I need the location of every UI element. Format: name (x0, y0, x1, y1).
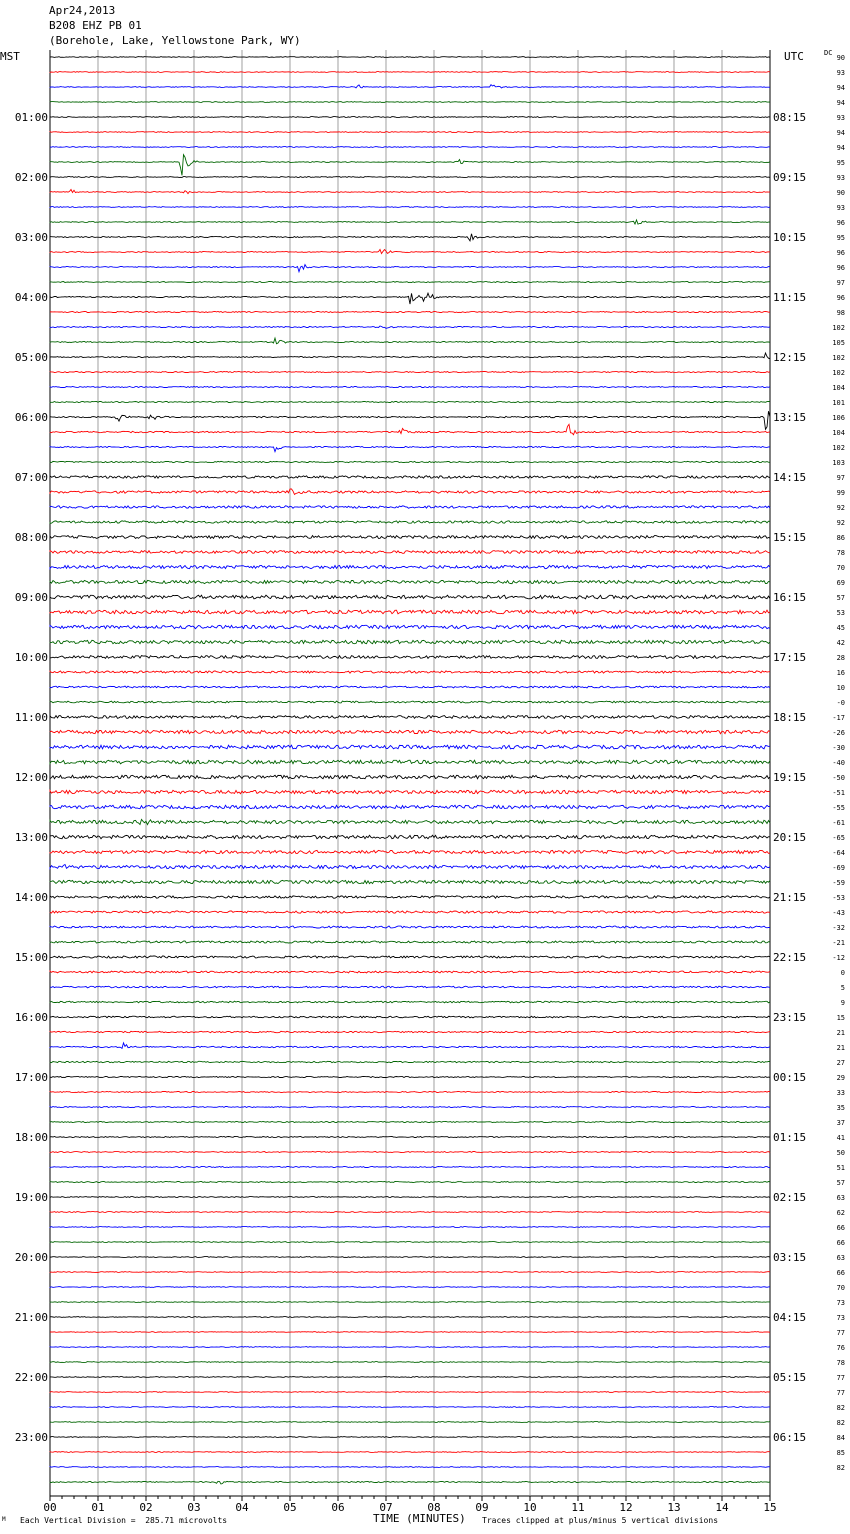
seismic-trace (50, 1377, 770, 1378)
x-tick-label: 10 (523, 1501, 537, 1514)
dc-offset-value: 102 (832, 369, 845, 377)
right-hour-label: 09:15 (773, 171, 807, 184)
seismic-trace (50, 353, 770, 359)
right-hour-label: 22:15 (773, 951, 807, 964)
dc-offset-value: -32 (832, 924, 845, 932)
left-hour-label: 16:00 (14, 1011, 48, 1024)
x-tick-label: 14 (715, 1501, 729, 1514)
corner-mark: M (2, 1516, 6, 1523)
seismic-trace (50, 424, 770, 434)
dc-offset-value: 53 (836, 609, 845, 617)
seismic-trace (50, 1272, 770, 1273)
dc-offset-value: 90 (836, 189, 845, 197)
left-hour-label: 23:00 (14, 1431, 48, 1444)
dc-offset-value: -65 (832, 834, 845, 842)
seismic-trace (50, 177, 770, 178)
dc-offset-value: 28 (836, 654, 845, 662)
x-axis-title: TIME (MINUTES) (373, 1512, 466, 1525)
dc-offset-value: 62 (836, 1209, 845, 1217)
dc-offset-value: 51 (836, 1164, 845, 1172)
seismic-trace (50, 1362, 770, 1363)
seismic-trace (50, 1182, 770, 1183)
dc-offset-value: 77 (836, 1389, 845, 1397)
seismic-trace (50, 1197, 770, 1198)
left-hour-label: 04:00 (14, 291, 48, 304)
seismic-trace (50, 476, 770, 478)
left-hour-label: 14:00 (14, 891, 48, 904)
right-timezone-label: UTC (784, 50, 804, 63)
dc-offset-value: 94 (836, 144, 845, 152)
seismic-trace (50, 1287, 770, 1288)
dc-offset-value: 63 (836, 1254, 845, 1262)
seismic-trace (50, 790, 770, 793)
seismic-trace (50, 1422, 770, 1423)
seismic-trace (50, 580, 770, 583)
dc-offset-value: 93 (836, 69, 845, 77)
dc-offset-value: 76 (836, 1344, 845, 1352)
right-hour-label: 19:15 (773, 771, 807, 784)
seismic-trace (50, 234, 770, 241)
dc-offset-value: 92 (836, 504, 845, 512)
seismic-trace (50, 640, 770, 643)
seismic-trace (50, 1407, 770, 1408)
left-hour-label: 06:00 (14, 411, 48, 424)
seismic-trace (50, 57, 770, 58)
dc-offset-value: 96 (836, 219, 845, 227)
left-hour-label: 01:00 (14, 111, 48, 124)
seismic-trace (50, 102, 770, 103)
seismic-trace (50, 282, 770, 283)
dc-offset-value: -17 (832, 714, 845, 722)
seismic-trace (50, 986, 770, 988)
seismic-trace (50, 686, 770, 688)
left-hour-label: 11:00 (14, 711, 48, 724)
station-code: B208 EHZ PB 01 (49, 19, 142, 32)
seismic-trace (50, 338, 770, 344)
dc-offset-value: 84 (836, 1434, 845, 1442)
seismic-trace (50, 805, 770, 808)
seismic-trace (50, 411, 770, 429)
dc-offset-value: 102 (832, 324, 845, 332)
seismic-trace (50, 1437, 770, 1438)
x-tick-label: 13 (667, 1501, 681, 1514)
dc-offset-value: 104 (832, 384, 845, 392)
seismic-trace (50, 1242, 770, 1243)
dc-offset-value: 96 (836, 249, 845, 257)
seismic-trace (50, 312, 770, 313)
x-tick-label: 02 (139, 1501, 153, 1514)
seismic-trace (50, 265, 770, 272)
right-hour-label: 02:15 (773, 1191, 807, 1204)
left-hour-label: 20:00 (14, 1251, 48, 1264)
x-tick-label: 07 (379, 1501, 393, 1514)
dc-offset-value: 93 (836, 174, 845, 182)
seismic-trace (50, 1212, 770, 1213)
left-hour-label: 08:00 (14, 531, 48, 544)
dc-offset-value: 77 (836, 1329, 845, 1337)
dc-offset-value: 96 (836, 294, 845, 302)
seismic-trace (50, 1167, 770, 1168)
seismic-trace (50, 1031, 770, 1032)
dc-offset-value: 21 (836, 1044, 845, 1052)
seismic-trace (50, 941, 770, 943)
dc-offset-value: 82 (836, 1419, 845, 1427)
right-hour-label: 16:15 (773, 591, 807, 604)
dc-offset-value: 82 (836, 1404, 845, 1412)
dc-offset-value: 97 (836, 474, 845, 482)
seismic-trace (50, 1152, 770, 1153)
seismic-trace (50, 1043, 770, 1049)
right-hour-label: 00:15 (773, 1071, 807, 1084)
right-hour-label: 12:15 (773, 351, 807, 364)
seismic-trace (50, 880, 770, 883)
seismic-trace (50, 489, 770, 494)
seismic-trace (50, 956, 770, 958)
dc-offset-value: 73 (836, 1299, 845, 1307)
dc-offset-value: 27 (836, 1059, 845, 1067)
seismic-trace (50, 1347, 770, 1348)
left-hour-label: 07:00 (14, 471, 48, 484)
dc-offset-value: 70 (836, 1284, 845, 1292)
seismic-trace (50, 1227, 770, 1228)
right-hour-label: 11:15 (773, 291, 807, 304)
seismic-trace (50, 656, 770, 659)
seismic-trace (50, 132, 770, 133)
seismic-trace (50, 402, 770, 403)
seismic-trace (50, 1077, 770, 1078)
seismic-trace (50, 971, 770, 973)
seismic-trace (50, 1317, 770, 1318)
x-tick-label: 08 (427, 1501, 441, 1514)
dc-offset-value: 94 (836, 99, 845, 107)
dc-offset-value: 69 (836, 579, 845, 587)
seismic-trace (50, 1467, 770, 1468)
dc-offset-value: 41 (836, 1134, 845, 1142)
left-hour-label: 21:00 (14, 1311, 48, 1324)
seismic-trace (50, 565, 770, 568)
dc-offset-value: -69 (832, 864, 845, 872)
seismic-trace (50, 835, 770, 838)
dc-offset-value: 93 (836, 204, 845, 212)
dc-offset-value: 103 (832, 459, 845, 467)
dc-offset-value: -51 (832, 789, 845, 797)
dc-offset-value: 50 (836, 1149, 845, 1157)
dc-offset-value: 73 (836, 1314, 845, 1322)
left-hour-label: 10:00 (14, 651, 48, 664)
right-hour-label: 06:15 (773, 1431, 807, 1444)
dc-offset-value: -40 (832, 759, 845, 767)
seismic-trace (50, 1302, 770, 1303)
dc-offset-value: 42 (836, 639, 845, 647)
dc-offset-value: 66 (836, 1269, 845, 1277)
x-tick-label: 00 (43, 1501, 57, 1514)
x-tick-label: 12 (619, 1501, 633, 1514)
dc-offset-value: 16 (836, 669, 845, 677)
dc-offset-value: -0 (836, 699, 845, 707)
dc-offset-value: 9 (840, 999, 845, 1007)
seismic-trace (50, 293, 770, 304)
seismic-trace (50, 1122, 770, 1123)
seismic-trace (50, 117, 770, 118)
seismic-trace (50, 190, 770, 194)
dc-offset-value: 37 (836, 1119, 845, 1127)
dc-offset-value: 94 (836, 84, 845, 92)
dc-offset-header: DC (824, 49, 833, 57)
dc-offset-value: -12 (832, 954, 845, 962)
right-hour-label: 03:15 (773, 1251, 807, 1264)
left-hour-label: 17:00 (14, 1071, 48, 1084)
seismic-trace (50, 760, 770, 764)
dc-offset-value: 98 (836, 309, 845, 317)
seismic-trace (50, 1137, 770, 1138)
seismic-trace (50, 147, 770, 148)
dc-offset-value: 5 (840, 984, 845, 992)
dc-offset-value: -43 (832, 909, 845, 917)
left-hour-label: 05:00 (14, 351, 48, 364)
left-hour-label: 13:00 (14, 831, 48, 844)
seismic-trace (50, 1332, 770, 1333)
dc-offset-value: 102 (832, 354, 845, 362)
seismic-trace (50, 625, 770, 628)
seismic-trace (50, 521, 770, 523)
seismic-trace (50, 1392, 770, 1393)
right-hour-label: 18:15 (773, 711, 807, 724)
dc-offset-value: 82 (836, 1464, 845, 1472)
dc-offset-value: -61 (832, 819, 845, 827)
dc-offset-value: 77 (836, 1374, 845, 1382)
right-hour-label: 23:15 (773, 1011, 807, 1024)
dc-offset-value: 94 (836, 129, 845, 137)
seismic-trace (50, 155, 770, 176)
dc-offset-value: -55 (832, 804, 845, 812)
dc-offset-value: 70 (836, 564, 845, 572)
seismic-trace (50, 387, 770, 388)
plot-date: Apr24,2013 (49, 4, 116, 17)
dc-offset-value: 85 (836, 1449, 845, 1457)
dc-offset-value: 57 (836, 1179, 845, 1187)
dc-offset-value: 35 (836, 1104, 845, 1112)
left-timezone-label: MST (0, 50, 20, 63)
seismic-trace (50, 850, 770, 853)
seismic-trace (50, 701, 770, 703)
dc-offset-value: 95 (836, 159, 845, 167)
x-tick-label: 05 (283, 1501, 297, 1514)
right-hour-label: 14:15 (773, 471, 807, 484)
dc-offset-value: 90 (836, 54, 845, 62)
dc-offset-value: 0 (840, 969, 845, 977)
dc-offset-value: 96 (836, 264, 845, 272)
seismic-trace (50, 610, 770, 614)
seismic-trace (50, 775, 770, 778)
dc-offset-value: -59 (832, 879, 845, 887)
right-hour-label: 17:15 (773, 651, 807, 664)
seismic-trace (50, 926, 770, 928)
seismic-trace (50, 745, 770, 749)
x-tick-label: 04 (235, 1501, 249, 1514)
seismic-trace (50, 671, 770, 673)
seismic-trace (50, 506, 770, 508)
right-hour-label: 21:15 (773, 891, 807, 904)
dc-offset-value: -21 (832, 939, 845, 947)
dc-offset-value: 106 (832, 414, 845, 422)
seismic-trace (50, 819, 770, 824)
dc-offset-value: 95 (836, 234, 845, 242)
seismic-trace (50, 1452, 770, 1453)
right-hour-label: 20:15 (773, 831, 807, 844)
x-tick-label: 06 (331, 1501, 345, 1514)
right-hour-label: 01:15 (773, 1131, 807, 1144)
right-hour-label: 10:15 (773, 231, 807, 244)
dc-offset-value: 78 (836, 549, 845, 557)
seismic-trace (50, 1061, 770, 1062)
seismic-trace (50, 716, 770, 719)
seismic-trace (50, 326, 770, 328)
left-hour-label: 09:00 (14, 591, 48, 604)
seismic-trace (50, 250, 770, 254)
dc-offset-value: 10 (836, 684, 845, 692)
dc-offset-value: 86 (836, 534, 845, 542)
right-hour-label: 08:15 (773, 111, 807, 124)
station-location: (Borehole, Lake, Yellowstone Park, WY) (49, 34, 301, 47)
dc-offset-value: 21 (836, 1029, 845, 1037)
seismic-trace (50, 536, 770, 539)
seismic-trace (50, 446, 770, 451)
dc-offset-value: 66 (836, 1224, 845, 1232)
dc-offset-value: -30 (832, 744, 845, 752)
left-hour-label: 15:00 (14, 951, 48, 964)
seismic-trace (50, 1016, 770, 1018)
dc-offset-value: 15 (836, 1014, 845, 1022)
seismic-trace (50, 85, 770, 88)
x-tick-label: 09 (475, 1501, 489, 1514)
dc-offset-value: 93 (836, 114, 845, 122)
dc-offset-value: 29 (836, 1074, 845, 1082)
seismic-trace (50, 72, 770, 73)
seismic-trace (50, 865, 770, 869)
dc-offset-value: 33 (836, 1089, 845, 1097)
dc-offset-value: 101 (832, 399, 845, 407)
dc-offset-value: 78 (836, 1359, 845, 1367)
seismic-trace (50, 220, 770, 224)
dc-offset-value: -64 (832, 849, 845, 857)
seismic-trace (50, 1107, 770, 1108)
left-hour-label: 03:00 (14, 231, 48, 244)
seismic-trace (50, 730, 770, 733)
right-hour-label: 05:15 (773, 1371, 807, 1384)
left-hour-label: 18:00 (14, 1131, 48, 1144)
dc-offset-value: 99 (836, 489, 845, 497)
seismic-trace (50, 911, 770, 913)
left-hour-label: 19:00 (14, 1191, 48, 1204)
seismic-trace (50, 1092, 770, 1093)
dc-offset-value: 57 (836, 594, 845, 602)
x-tick-label: 15 (763, 1501, 777, 1514)
dc-offset-value: 97 (836, 279, 845, 287)
dc-offset-value: 63 (836, 1194, 845, 1202)
dc-offset-value: 45 (836, 624, 845, 632)
dc-offset-value: 102 (832, 444, 845, 452)
x-tick-label: 01 (91, 1501, 105, 1514)
left-hour-label: 12:00 (14, 771, 48, 784)
seismic-trace (50, 1481, 770, 1484)
seismic-trace (50, 896, 770, 898)
clipping-note: Traces clipped at plus/minus 5 vertical divisions (482, 1516, 719, 1525)
seismic-trace (50, 551, 770, 554)
seismic-trace (50, 1257, 770, 1258)
seismic-trace (50, 372, 770, 373)
right-hour-label: 04:15 (773, 1311, 807, 1324)
left-hour-label: 02:00 (14, 171, 48, 184)
right-hour-label: 15:15 (773, 531, 807, 544)
x-tick-label: 03 (187, 1501, 201, 1514)
dc-offset-value: 92 (836, 519, 845, 527)
dc-offset-value: 66 (836, 1239, 845, 1247)
right-hour-label: 13:15 (773, 411, 807, 424)
dc-offset-value: -53 (832, 894, 845, 902)
seismic-trace (50, 595, 770, 599)
dc-offset-value: 104 (832, 429, 845, 437)
seismic-trace (50, 461, 770, 462)
dc-offset-value: 105 (832, 339, 845, 347)
dc-offset-value: -26 (832, 729, 845, 737)
seismic-trace (50, 1001, 770, 1003)
left-hour-label: 22:00 (14, 1371, 48, 1384)
dc-offset-value: -50 (832, 774, 845, 782)
seismic-trace (50, 207, 770, 208)
x-tick-label: 11 (571, 1501, 585, 1514)
vertical-scale-note: Each Vertical Division = 285.71 microvolts (20, 1516, 228, 1525)
